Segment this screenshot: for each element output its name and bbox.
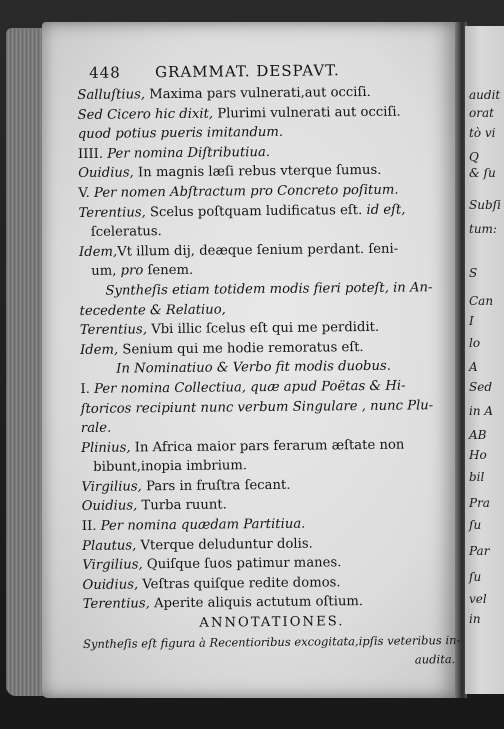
italic-segment: id eſt, [366,202,406,218]
italic-segment: Plinius, [80,440,131,456]
italic-segment: Per nomina quædam Partitiua. [96,516,306,534]
roman-segment: Vbi illic ſcelus eſt qui me perdidit. [146,319,380,338]
italic-segment: Per nomina Diſtributiua. [102,144,271,162]
italic-segment: pro [120,263,144,279]
roman-segment: II. [81,518,97,535]
running-head [77,56,455,86]
roman-segment: V. [78,185,90,201]
text-line [83,650,461,674]
roman-segment: um, [91,263,121,280]
facing-page-fragment: A [469,360,478,374]
facing-page-fragment: Pra [469,496,490,510]
italic-segment: Virgilius, [81,479,142,495]
italic-segment: Syntheſis eſt figura à Recentioribus excogitata,ipſis veteribus in- [83,632,461,651]
facing-page-fragment: AB [469,428,487,442]
facing-page-fragment: S [469,266,478,280]
roman-segment: ſceleratus. [90,224,162,241]
italic-segment: In Nominatiuo & Verbo fit modis duobus. [116,359,391,377]
italic-segment: Ouidius, [81,498,138,515]
roman-segment: IIII. [77,146,104,162]
facing-page-fragment: & ſu [469,166,496,180]
italic-segment: Idem, [79,342,119,358]
roman-segment: In Africa maior pars ferarum æſtate non [130,437,405,456]
roman-segment: Plurimi vulnerati aut occiſi. [213,104,401,122]
roman-segment: Veſtras quiſque redite domos. [138,575,341,593]
facing-page-fragment: bil [469,470,485,484]
italic-segment: Sed Cicero hic dixit, [77,106,214,123]
italic-segment: tecedente & Relatiuo, [79,301,226,319]
facing-page-fragment: Can [469,294,494,308]
roman-segment: Turba ruunt. [137,497,227,514]
roman-segment: Maxima pars vulnerati,aut occiſi. [144,84,371,103]
italic-segment: Virgilius, [82,557,143,574]
facing-page-fragment: lo [469,336,481,350]
italic-segment: Salluſtius, [77,87,146,103]
roman-segment: Aperite aliquis actutum oſtium. [149,594,364,612]
roman-segment: Pars in fruſtra ſecant. [141,477,291,495]
facing-page-fragment: vel [469,592,487,606]
italic-segment: Terentius, [78,204,146,221]
book-page-edges [6,28,46,696]
roman-segment: ſenem. [143,263,194,279]
italic-segment: Plautus, [82,538,137,554]
italic-segment: Terentius, [79,322,148,339]
facing-page-fragment: Par [469,544,490,558]
facing-page [465,26,504,694]
roman-segment: Scelus poſtquam ludificatus eſt. [145,202,367,220]
text-lines [77,82,461,674]
italic-segment: Terentius, [82,596,150,613]
facing-page-fragment: Sed [469,380,493,394]
facing-page-fragment: tò vi [469,126,496,140]
facing-page-fragment: tum: [469,222,497,236]
running-title: GRAMMAT. DESPAVT. [155,61,340,82]
italic-segment: audita. [414,652,456,667]
roman-segment: Quiſque ſuos patimur manes. [142,555,342,573]
italic-segment: quod potius pueris imitandum. [77,125,284,143]
facing-page-fragment: in A [469,404,494,418]
italic-segment: ſtoricos recipiunt nunc verbum Singulare , nunc Plu- [80,397,434,417]
roman-segment: Vt illum dij, deæque ſenium perdant. ſeni- [117,241,399,260]
roman-segment: bibunt,inopia imbrium. [93,458,248,476]
page-text-block [77,56,461,674]
roman-segment: I. [80,381,90,397]
italic-segment: Idem, [78,244,118,260]
facing-page-fragment: audit [469,88,501,102]
roman-segment: ANNOTATIONES. [199,614,345,631]
italic-segment: rale. [80,420,112,437]
roman-segment: Senium qui me hodie remoratus eſt. [118,339,364,358]
facing-page-fragment: ſu [469,570,482,584]
facing-page-fragment: Subſi [469,198,501,212]
facing-page-fragment: orat [469,106,494,120]
facing-page-fragment: Ho [469,448,487,462]
italic-segment: Ouidius, [78,165,134,182]
italic-segment: Ouidius, [82,577,139,593]
facing-page-fragment: Q [469,150,479,164]
facing-page-fragment: I [469,314,474,328]
italic-segment: Syntheſis etiam totidem modis fieri poteſt, in An- [105,280,433,299]
roman-segment: In magnis læſi rebus vterque ſumus. [133,163,382,181]
facing-page-fragment: in [469,612,481,626]
facing-page-fragment: ſu [469,518,482,532]
roman-segment: Vterque deluduntur dolis. [136,536,313,554]
italic-segment: Per nomen Abſtractum pro Concreto poſitum. [89,182,399,201]
page-number: 448 [89,63,121,82]
italic-segment: Per nomina Collectiua, quæ apud Poëtas & Hi- [89,378,406,397]
